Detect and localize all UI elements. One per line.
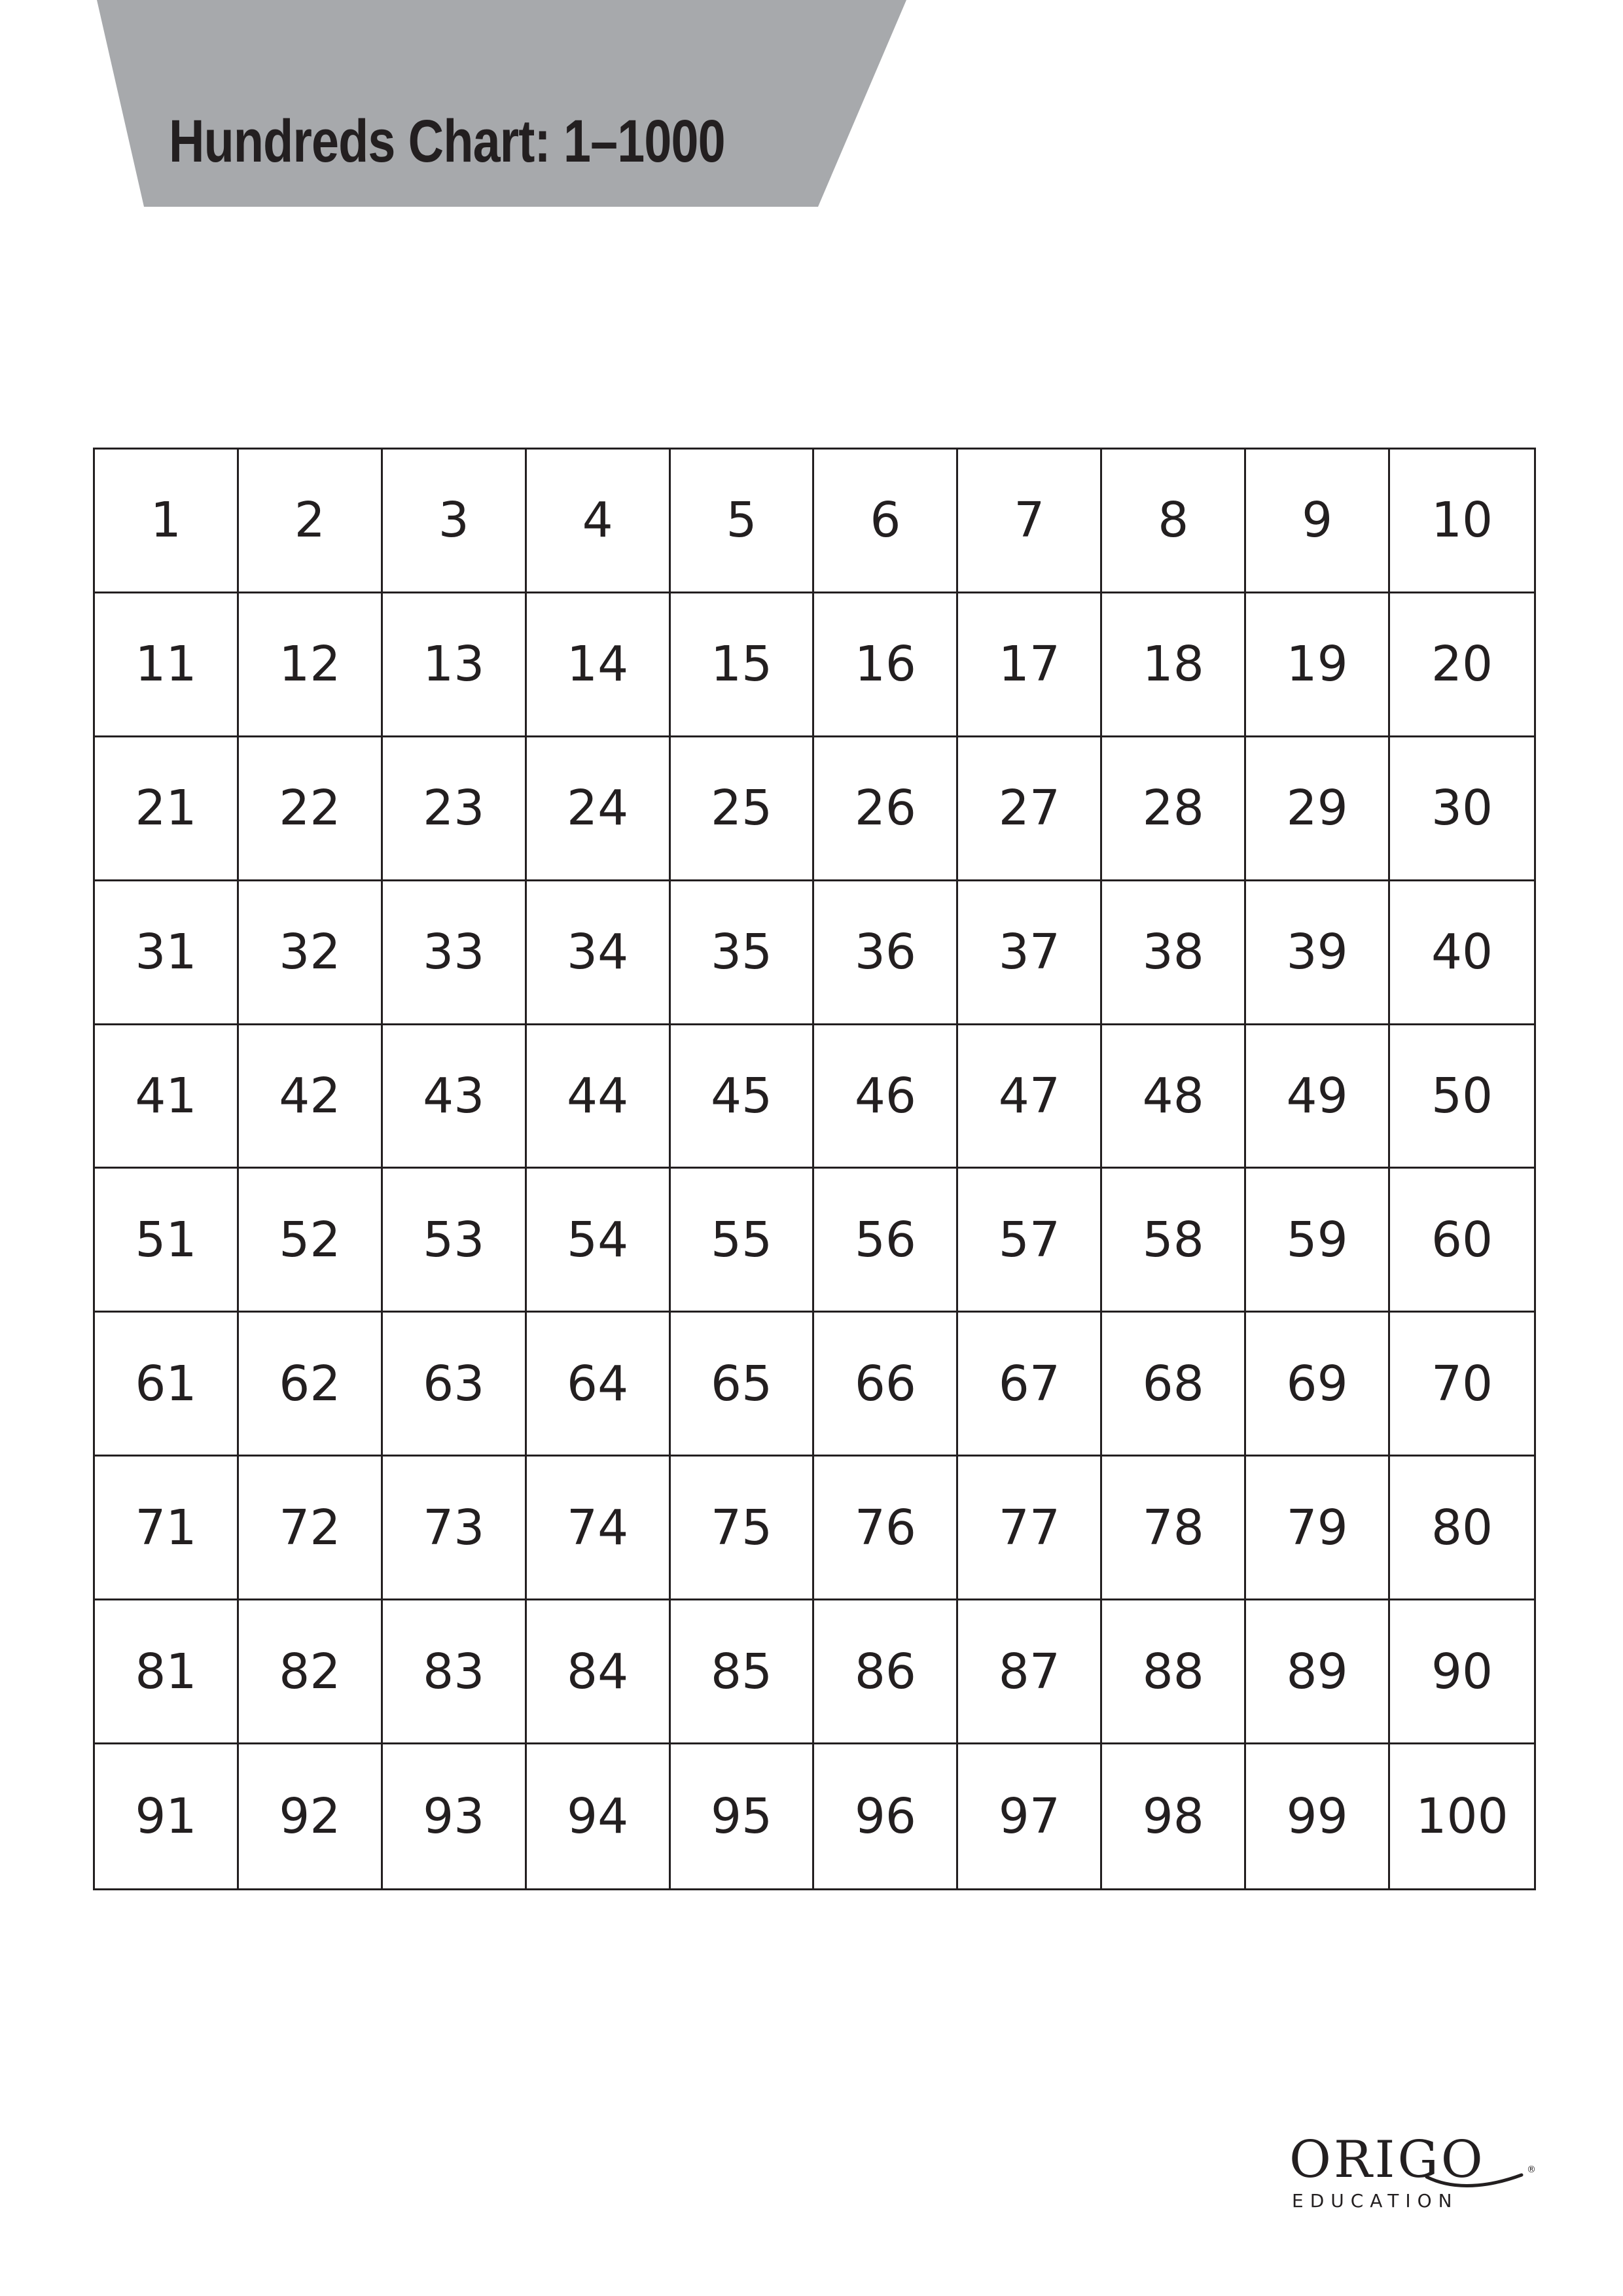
number-cell: 16 <box>814 593 958 737</box>
number-cell: 23 <box>383 737 527 881</box>
number-cell: 19 <box>1246 593 1390 737</box>
number-cell: 61 <box>95 1313 239 1457</box>
number-cell: 49 <box>1246 1025 1390 1169</box>
number-cell: 24 <box>527 737 671 881</box>
number-cell: 7 <box>958 450 1102 593</box>
number-cell: 33 <box>383 881 527 1025</box>
number-cell: 5 <box>671 450 815 593</box>
number-cell: 73 <box>383 1457 527 1600</box>
number-cell: 51 <box>95 1169 239 1313</box>
number-cell: 89 <box>1246 1600 1390 1744</box>
logo-swoosh-icon <box>1400 2147 1531 2193</box>
number-cell: 41 <box>95 1025 239 1169</box>
number-cell: 82 <box>239 1600 383 1744</box>
number-cell: 27 <box>958 737 1102 881</box>
number-cell: 37 <box>958 881 1102 1025</box>
number-cell: 58 <box>1102 1169 1246 1313</box>
number-cell: 20 <box>1390 593 1534 737</box>
number-cell: 3 <box>383 450 527 593</box>
number-cell: 93 <box>383 1744 527 1888</box>
page-title: Hundreds Chart: 1–1000 <box>169 108 725 175</box>
number-cell: 67 <box>958 1313 1102 1457</box>
number-cell: 83 <box>383 1600 527 1744</box>
number-cell: 43 <box>383 1025 527 1169</box>
number-cell: 76 <box>814 1457 958 1600</box>
number-cell: 39 <box>1246 881 1390 1025</box>
number-cell: 52 <box>239 1169 383 1313</box>
number-cell: 30 <box>1390 737 1534 881</box>
number-cell: 100 <box>1416 1788 1508 1845</box>
number-cell: 31 <box>95 881 239 1025</box>
number-cell: 53 <box>383 1169 527 1313</box>
logo-subtitle: EDUCATION <box>1292 2190 1459 2212</box>
number-cell: 85 <box>671 1600 815 1744</box>
number-cell: 75 <box>671 1457 815 1600</box>
number-cell: 97 <box>958 1744 1102 1888</box>
number-cell: 29 <box>1246 737 1390 881</box>
number-cell: 69 <box>1246 1313 1390 1457</box>
number-cell: 62 <box>239 1313 383 1457</box>
origo-education-logo <box>1283 2130 1544 2219</box>
number-cell: 26 <box>814 737 958 881</box>
number-cell: 11 <box>95 593 239 737</box>
number-cell: 50 <box>1390 1025 1534 1169</box>
registered-mark: ® <box>1527 2164 1536 2175</box>
number-cell: 45 <box>671 1025 815 1169</box>
number-cell: 36 <box>814 881 958 1025</box>
number-cell: 71 <box>95 1457 239 1600</box>
number-cell: 60 <box>1390 1169 1534 1313</box>
number-cell: 55 <box>671 1169 815 1313</box>
number-cell: 18 <box>1102 593 1246 737</box>
number-cell: 25 <box>671 737 815 881</box>
number-cell: 72 <box>239 1457 383 1600</box>
number-cell: 2 <box>239 450 383 593</box>
number-cell: 8 <box>1102 450 1246 593</box>
number-cell: 98 <box>1102 1744 1246 1888</box>
number-cell: 46 <box>814 1025 958 1169</box>
number-cell: 87 <box>958 1600 1102 1744</box>
number-cell: 15 <box>671 593 815 737</box>
number-cell: 56 <box>814 1169 958 1313</box>
number-cell: 90 <box>1390 1600 1534 1744</box>
number-cell: 81 <box>95 1600 239 1744</box>
number-cell: 17 <box>958 593 1102 737</box>
number-cell: 92 <box>239 1744 383 1888</box>
number-cell: 21 <box>95 737 239 881</box>
number-cell: 14 <box>527 593 671 737</box>
number-cell: 12 <box>239 593 383 737</box>
number-cell: 88 <box>1102 1600 1246 1744</box>
number-cell: 34 <box>527 881 671 1025</box>
number-cell: 35 <box>671 881 815 1025</box>
title-banner <box>0 0 1623 209</box>
number-cell: 48 <box>1102 1025 1246 1169</box>
number-cell: 80 <box>1390 1457 1534 1600</box>
number-cell: 77 <box>958 1457 1102 1600</box>
number-cell: 57 <box>958 1169 1102 1313</box>
number-cell: 47 <box>958 1025 1102 1169</box>
number-cell: 74 <box>527 1457 671 1600</box>
number-cell: 9 <box>1246 450 1390 593</box>
number-cell: 38 <box>1102 881 1246 1025</box>
number-cell: 66 <box>814 1313 958 1457</box>
number-cell: 96 <box>814 1744 958 1888</box>
number-cell: 91 <box>95 1744 239 1888</box>
number-cell: 32 <box>239 881 383 1025</box>
number-cell: 99 <box>1246 1744 1390 1888</box>
number-cell: 1 <box>95 450 239 593</box>
number-cell: 63 <box>383 1313 527 1457</box>
number-cell: 10 <box>1390 450 1534 593</box>
number-cell: 84 <box>527 1600 671 1744</box>
number-cell: 65 <box>671 1313 815 1457</box>
number-cell: 95 <box>671 1744 815 1888</box>
number-cell: 59 <box>1246 1169 1390 1313</box>
number-cell: 22 <box>239 737 383 881</box>
number-cell: 70 <box>1390 1313 1534 1457</box>
number-cell: 54 <box>527 1169 671 1313</box>
number-cell: 42 <box>239 1025 383 1169</box>
number-cell: 6 <box>814 450 958 593</box>
number-cell: 68 <box>1102 1313 1246 1457</box>
hundreds-chart-grid <box>93 448 1536 1890</box>
number-cell: 28 <box>1102 737 1246 881</box>
number-cell: 94 <box>527 1744 671 1888</box>
number-cell: 13 <box>383 593 527 737</box>
number-cell: 4 <box>527 450 671 593</box>
number-cell: 86 <box>814 1600 958 1744</box>
banner-shape <box>0 0 916 209</box>
number-cell: 78 <box>1102 1457 1246 1600</box>
number-cell: 44 <box>527 1025 671 1169</box>
logo-wordmark: ORIGO <box>1289 2130 1486 2189</box>
number-cell: 79 <box>1246 1457 1390 1600</box>
number-cell: 64 <box>527 1313 671 1457</box>
number-cell: 40 <box>1390 881 1534 1025</box>
